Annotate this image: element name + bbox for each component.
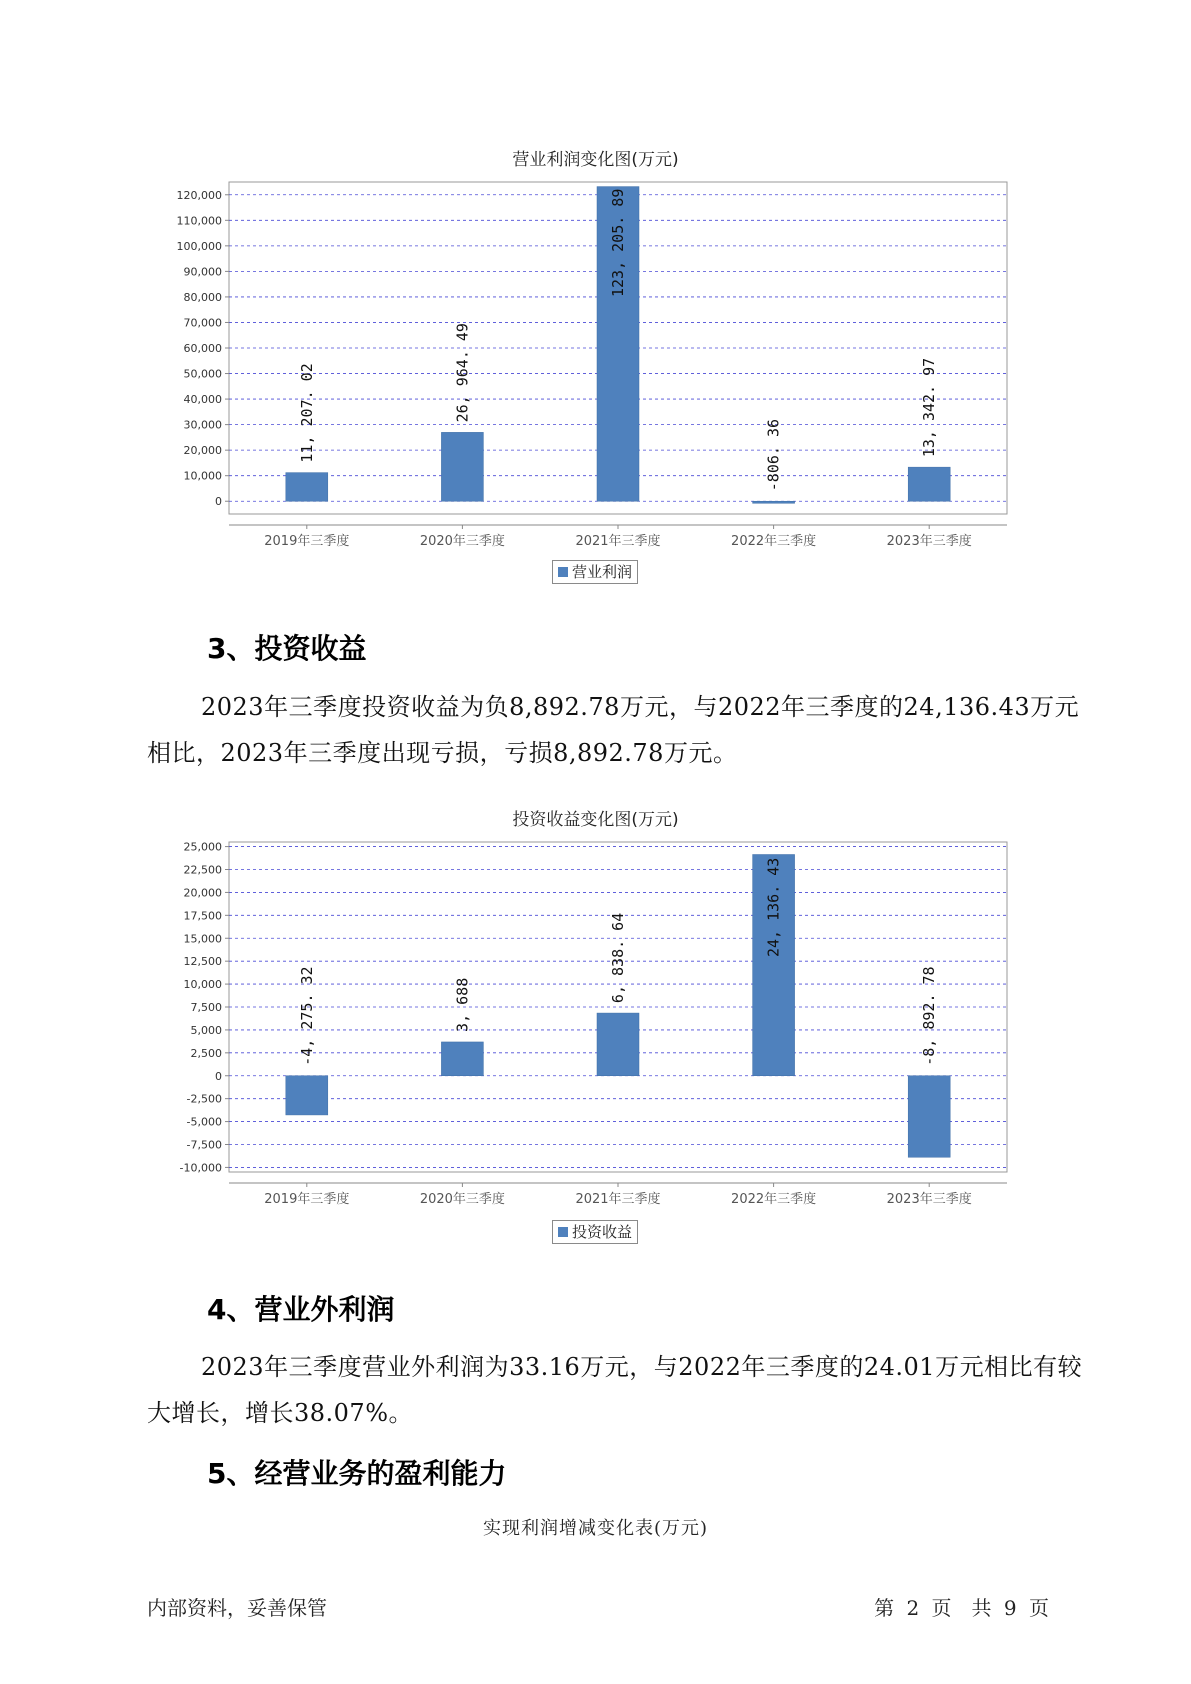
y-tick-label: 17,500 <box>183 909 222 923</box>
y-tick-label: 10,000 <box>183 978 222 992</box>
footer-page-number: 第 2 页 共 9 页 <box>874 1596 1049 1620</box>
data-label: 24, 136. 43 <box>764 857 783 957</box>
y-tick-label: 40,000 <box>183 393 222 407</box>
x-tick-label: 2022年三季度 <box>731 1192 817 1207</box>
data-label: -806. 36 <box>764 418 783 492</box>
x-tick-label: 2019年三季度 <box>264 534 350 549</box>
x-tick-label: 2023年三季度 <box>886 1192 972 1207</box>
data-label: 11, 207. 02 <box>297 363 316 463</box>
footer-confidential-note: 内部资料，妥善保管 <box>147 1596 327 1620</box>
bar <box>908 1076 950 1158</box>
y-tick-label: 100,000 <box>176 239 222 253</box>
section3-heading: 3、投资收益 <box>207 632 367 665</box>
data-label: 6, 838. 64 <box>609 912 627 1004</box>
chart1-legend-label: 营业利润 <box>572 563 633 581</box>
legend-swatch <box>558 1227 568 1237</box>
x-tick-label: 2021年三季度 <box>575 1192 661 1207</box>
data-label: -4, 275. 32 <box>297 966 316 1066</box>
y-tick-label: -10,000 <box>179 1161 222 1175</box>
y-tick-label: 20,000 <box>183 444 222 458</box>
table-caption: 实现利润增减变化表(万元) <box>482 1518 709 1539</box>
x-tick-label: 2020年三季度 <box>419 534 505 549</box>
y-tick-label: -5,000 <box>186 1115 222 1129</box>
y-tick-label: 0 <box>215 495 222 509</box>
chart2-legend-label: 投资收益 <box>572 1223 633 1241</box>
chart2-title: 投资收益变化图(万元) <box>512 810 679 830</box>
y-tick-label: 15,000 <box>183 932 222 946</box>
section3-paragraph: 2023年三季度投资收益为负8,892.78万元，与2022年三季度的24,136.43万元相比，2023年三季度出现亏损，亏损8,892.78万元。 <box>147 693 1080 767</box>
y-tick-label: 22,500 <box>183 863 222 877</box>
section4-heading: 4、营业外利润 <box>207 1293 395 1326</box>
bar <box>286 1076 328 1115</box>
y-tick-label: 2,500 <box>190 1046 222 1060</box>
y-tick-label: -7,500 <box>186 1138 222 1152</box>
y-tick-label: 120,000 <box>176 188 222 202</box>
data-label: -8, 892. 78 <box>920 966 939 1066</box>
y-tick-label: 12,500 <box>183 955 222 969</box>
y-tick-label: 90,000 <box>183 265 222 279</box>
y-tick-label: 10,000 <box>183 469 222 483</box>
y-tick-label: 50,000 <box>183 367 222 381</box>
y-tick-label: 7,500 <box>190 1001 222 1014</box>
y-tick-label: 20,000 <box>183 886 222 900</box>
x-tick-label: 2021年三季度 <box>575 534 661 549</box>
y-tick-label: 25,000 <box>183 840 222 854</box>
x-tick-label: 2020年三季度 <box>419 1192 505 1207</box>
y-tick-label: 0 <box>215 1069 222 1083</box>
data-label: 123, 205. 89 <box>609 188 627 297</box>
data-label: 3, 688 <box>453 977 472 1032</box>
chart1-title: 营业利润变化图(万元) <box>512 150 679 170</box>
y-tick-label: 70,000 <box>183 316 222 330</box>
y-tick-label: 60,000 <box>183 342 222 355</box>
x-tick-label: 2023年三季度 <box>886 534 972 549</box>
x-tick-label: 2019年三季度 <box>264 1192 350 1207</box>
y-tick-label: 5,000 <box>190 1023 222 1037</box>
chart2-legend <box>552 1220 638 1244</box>
y-tick-label: 80,000 <box>183 290 222 304</box>
bar <box>597 1013 639 1076</box>
y-tick-label: 30,000 <box>183 418 222 432</box>
y-tick-label: -2,500 <box>186 1092 222 1106</box>
data-label: 26, 964. 49 <box>453 323 472 423</box>
x-tick-label: 2022年三季度 <box>731 534 817 549</box>
y-tick-label: 110,000 <box>176 214 222 228</box>
section5-heading: 5、经营业务的盈利能力 <box>207 1457 507 1490</box>
bar <box>441 1042 483 1076</box>
section4-paragraph: 2023年三季度营业外利润为33.16万元，与2022年三季度的24.01万元相比有较大增长，增长38.07%。 <box>147 1353 1083 1427</box>
data-label: 13, 342. 97 <box>920 357 939 458</box>
